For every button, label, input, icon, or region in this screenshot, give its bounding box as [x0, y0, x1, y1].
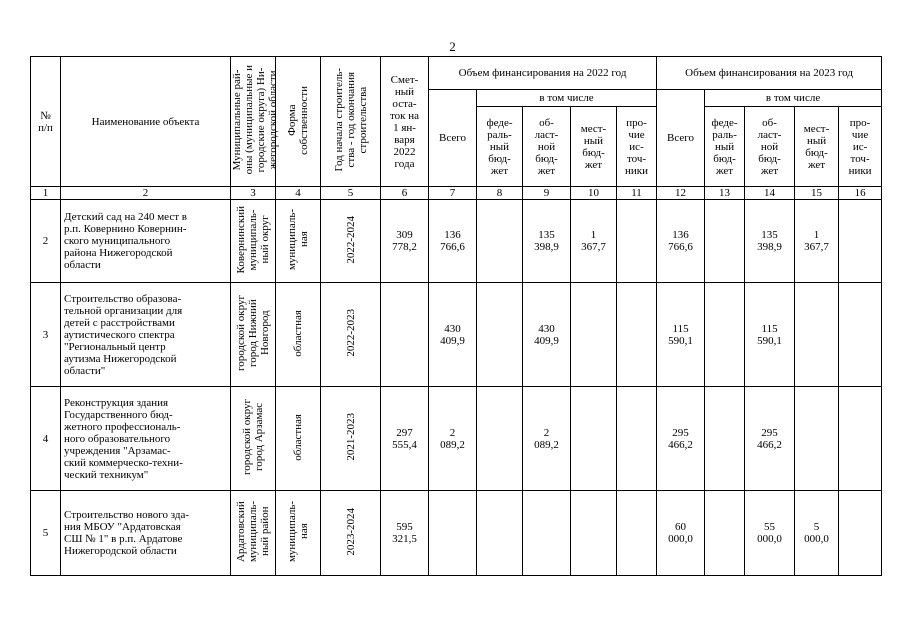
- header-row-number: № п/п: [31, 57, 61, 187]
- header-financing-2023: Объем финансирования на 2023 год: [657, 57, 882, 90]
- regional-2023: 135 398,9: [745, 200, 795, 283]
- column-number: 1: [31, 187, 61, 200]
- ownership: областная: [276, 387, 321, 491]
- regional-2023: 55 000,0: [745, 491, 795, 576]
- table-row: [31, 387, 882, 491]
- table-row: [31, 491, 882, 576]
- local-2022: [571, 491, 617, 576]
- regional-2022: 2 089,2: [523, 387, 571, 491]
- column-number: 6: [381, 187, 429, 200]
- page-number: 2: [449, 39, 456, 54]
- table-row: [31, 200, 882, 283]
- column-number: 3: [231, 187, 276, 200]
- object-name: Реконструкция здания Государственного бюд- жетного профессиональ- ного образовательного учреждения "Арзамас- ский коммерческо-техни- ческий техникум": [61, 387, 231, 491]
- row-number: 5: [31, 491, 61, 576]
- column-number: 8: [477, 187, 523, 200]
- district: городской округ город Нижний Новгород: [231, 283, 276, 387]
- total-2022: 430 409,9: [429, 283, 477, 387]
- column-number: 9: [523, 187, 571, 200]
- estimate-balance: 309 778,2: [381, 200, 429, 283]
- other-2022: [617, 200, 657, 283]
- federal-2023: [705, 387, 745, 491]
- header-ownership: Форма собственности: [276, 57, 321, 187]
- total-2023: 136 766,6: [657, 200, 705, 283]
- column-number: 14: [745, 187, 795, 200]
- object-name: Строительство образова- тельной организации для детей с расстройствами аутистического спектра "Региональный центр аутизма Нижегородской области": [61, 283, 231, 387]
- column-number: 11: [617, 187, 657, 200]
- ownership: муниципаль- ная: [276, 200, 321, 283]
- column-number: 12: [657, 187, 705, 200]
- federal-2022: [477, 200, 523, 283]
- header-including-2022: в том числе: [477, 90, 657, 107]
- total-2023: 295 466,2: [657, 387, 705, 491]
- column-number: 7: [429, 187, 477, 200]
- district: Ардатовский муниципаль- ный район: [231, 491, 276, 576]
- regional-2023: 295 466,2: [745, 387, 795, 491]
- header-financing-2022: Объем финансирования на 2022 год: [429, 57, 657, 90]
- district: Ковернинский муниципаль- ный округ: [231, 200, 276, 283]
- header-local-2022: мест- ный бюд- жет: [571, 107, 617, 187]
- estimate-balance: [381, 283, 429, 387]
- federal-2023: [705, 200, 745, 283]
- column-number: 5: [321, 187, 381, 200]
- row-number: 2: [31, 200, 61, 283]
- header-federal-2023: феде- раль- ный бюд- жет: [705, 107, 745, 187]
- other-2022: [617, 387, 657, 491]
- estimate-balance: 297 555,4: [381, 387, 429, 491]
- header-regional-2022: об- ласт- ной бюд- жет: [523, 107, 571, 187]
- header-total-2023: Всего: [657, 90, 705, 187]
- local-2023: 1 367,7: [795, 200, 839, 283]
- column-number: 16: [839, 187, 882, 200]
- header-row-top: [31, 57, 882, 90]
- header-federal-2022: феде- раль- ный бюд- жет: [477, 107, 523, 187]
- federal-2023: [705, 283, 745, 387]
- ownership: муниципаль- ная: [276, 491, 321, 576]
- header-total-2022: Всего: [429, 90, 477, 187]
- estimate-balance: 595 321,5: [381, 491, 429, 576]
- years: 2022-2023: [321, 283, 381, 387]
- local-2023: [795, 283, 839, 387]
- header-other-2023: про- чие ис- точ- ники: [839, 107, 882, 187]
- local-2022: 1 367,7: [571, 200, 617, 283]
- regional-2023: 115 590,1: [745, 283, 795, 387]
- header-other-2022: про- чие ис- точ- ники: [617, 107, 657, 187]
- total-2023: 115 590,1: [657, 283, 705, 387]
- header-local-2023: мест- ный бюд- жет: [795, 107, 839, 187]
- row-number: 4: [31, 387, 61, 491]
- regional-2022: 135 398,9: [523, 200, 571, 283]
- header-years: Год начала строитель- ства - год окончания строительства: [321, 57, 381, 187]
- header-estimate: Смет- ный оста- ток на 1 ян- варя 2022 года: [381, 57, 429, 187]
- local-2023: 5 000,0: [795, 491, 839, 576]
- years: 2022-2024: [321, 200, 381, 283]
- column-number-row: [31, 187, 882, 200]
- years: 2023-2024: [321, 491, 381, 576]
- total-2022: [429, 491, 477, 576]
- table-row: [31, 283, 882, 387]
- local-2022: [571, 387, 617, 491]
- federal-2023: [705, 491, 745, 576]
- other-2023: [839, 283, 882, 387]
- other-2022: [617, 283, 657, 387]
- other-2023: [839, 491, 882, 576]
- federal-2022: [477, 283, 523, 387]
- header-including-2023: в том числе: [705, 90, 882, 107]
- column-number: 13: [705, 187, 745, 200]
- local-2023: [795, 387, 839, 491]
- other-2023: [839, 387, 882, 491]
- ownership: областная: [276, 283, 321, 387]
- header-district: Муниципальные рай- оны (муниципальные и городские округа) Ни- жегородской области: [231, 57, 276, 187]
- object-name: Строительство нового зда- ния МБОУ "Ардатовская СШ № 1" в р.п. Ардатове Нижегородской области: [61, 491, 231, 576]
- row-number: 3: [31, 283, 61, 387]
- total-2022: 2 089,2: [429, 387, 477, 491]
- regional-2022: [523, 491, 571, 576]
- column-number: 15: [795, 187, 839, 200]
- column-number: 4: [276, 187, 321, 200]
- local-2022: [571, 283, 617, 387]
- years: 2021-2023: [321, 387, 381, 491]
- total-2023: 60 000,0: [657, 491, 705, 576]
- federal-2022: [477, 491, 523, 576]
- financing-table: [30, 56, 882, 576]
- district: городской округ город Арзамас: [231, 387, 276, 491]
- federal-2022: [477, 387, 523, 491]
- regional-2022: 430 409,9: [523, 283, 571, 387]
- column-number: 2: [61, 187, 231, 200]
- object-name: Детский сад на 240 мест в р.п. Ковернино Ковернин- ского муниципального района Нижегородской области: [61, 200, 231, 283]
- total-2022: 136 766,6: [429, 200, 477, 283]
- header-object-name: Наименование объекта: [61, 57, 231, 187]
- column-number: 10: [571, 187, 617, 200]
- other-2022: [617, 491, 657, 576]
- header-regional-2023: об- ласт- ной бюд- жет: [745, 107, 795, 187]
- other-2023: [839, 200, 882, 283]
